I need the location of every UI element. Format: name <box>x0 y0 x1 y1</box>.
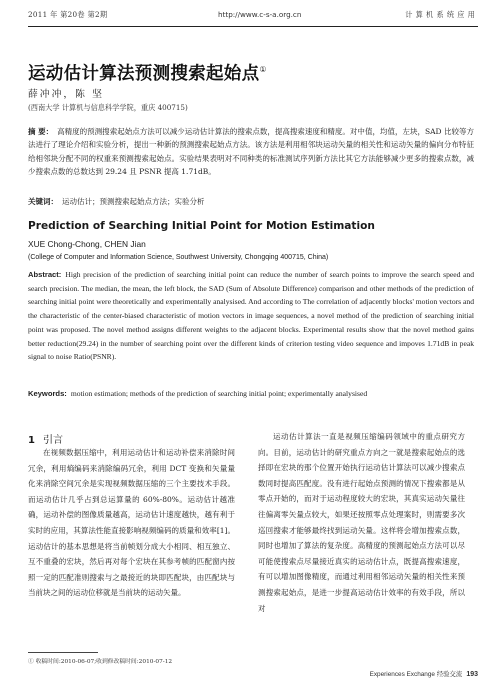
header-rule <box>28 26 478 27</box>
abstract-en-label: Abstract: <box>28 270 62 279</box>
journal-issue: 2011 年 第20卷 第2期 <box>28 10 108 19</box>
keywords-en-label: Keywords: <box>28 389 67 398</box>
keywords-cn-text: 运动估计；预测搜索起始点方法；实验分析 <box>62 197 205 206</box>
affiliation: (西南大学 计算机与信息科学学院，重庆 400715) <box>28 103 188 112</box>
journal-url[interactable]: http://www.c-s-a.org.cn <box>218 10 302 19</box>
keywords-en-text: motion estimation; methods of the prediction of searching initial point; experimentally analysised <box>70 389 368 398</box>
body-paragraph: 运动估计算法一直是视频压缩编码领域中的重点研究方向。目前，运动估计的研究重点方向之一就是搜索起始点的选择即在宏块的那个位置开始执行运动估计算法可以减少搜索点数同时提高匹配度。没有进行起始点预测的情况下搜索都是从零点开始的，而对于运动程度较大的宏块，其真实运动矢量往往偏离零矢量点较大，如果还按照零点处理案时，则需要多次巡回搜索才能够最终找到运动矢量。这样将会增加搜索点数，同时也增加了算法的复杂度。高精度的预测起始点方法可以尽可能使搜索点尽量接近真实的运动估计点，既提高搜索速度，有可以增加图像精度，而通过利用相邻运动矢量的相关性来预测搜索起始点，是进一步提高运动估计效率的有效手段，所以对 <box>258 432 465 613</box>
paper-title-en: Prediction of Searching Initial Point for Motion Estimation <box>28 220 375 232</box>
section-heading <box>28 431 63 446</box>
section-number: 1 <box>28 435 35 446</box>
abstract-cn <box>28 125 474 179</box>
abstract-en-text: High precision of the prediction of searching initial point can reduce the number of search points to improve the search speed and search precision. The median, the mean, the left block, the SAD (Sum of Absolute Difference) comparison and other methods of the prediction of searching initial point were theoretically and experimentally analysised. And according to The correlation of adjacently blocks' motion vectors and the characteristic of the center-biased characteristic of motion vectors in image sequences, a novel method of the prediction of searching initial point was proposed. The novel method assigns different weights to the adjacent blocks. Experimental results show that the novel method gains better reduction(29.24) in the number of searching point over the different kinds of criterion testing video sequence and impoves 1.71dB in peak signal to noise Ratio(PSNR). <box>28 270 474 362</box>
paper-title <box>28 60 267 85</box>
page-footer <box>370 669 478 678</box>
keywords-cn-label: 关键词： <box>28 197 58 206</box>
authors-en: XUE Chong-Chong, CHEN Jian <box>28 239 146 249</box>
journal-name: 计算机系统应用 <box>405 10 478 19</box>
keywords-cn <box>28 196 474 207</box>
body-paragraph: 在视频数据压缩中，利用运动估计和运动补偿来消除时间冗余，利用熵编码来消除编码冗余，利用 DCT 变换和矢量量化来消除空间冗余是实现视频数据压缩的三个主要技术手段。而运动估计几乎占到总运算量的 60%-80%。运动估计越准确，运动补偿的图像质量越高，运动估计速度越快，越有利于实时的应用，其算法性能直接影响视频编码的质量和效率[1]。运动估计的基本思想是将当前帧划分成大小相同、相互独立、互不重叠的宏块，然后再对每个宏块在其参考帧的匹配窗内按照一定的匹配准则搜索与之最接近的块即匹配块，由匹配块与当前块之间的运动位移就是当前块的运动矢量。 <box>28 448 235 598</box>
body-column-right <box>258 429 465 616</box>
paper-title-text: 运动估计算法预测搜索起始点 <box>28 64 260 84</box>
footer-journal: Experiences Exchange 经验交流 <box>369 671 463 678</box>
abstract-cn-text: 高精度的预测搜索起始点方法可以减少运动估计算法的搜索点数，提高搜索速度和精度。对中值，均值，左块，SAD 比较等方法进行了理论介绍和实验分析，提出一种新的预测搜索起始点方法。该方法是利用相邻块运动矢量的相关性和运动矢量的偏向分布特征给相邻块分配不同的权重来预测搜索起始点。实验结果表明对不同种类的标准测试序列新方法比其它方法能够减少更多的搜索点数，减少搜索点数的总数达到 29.24 且 PSNR 提高 1.71dB。 <box>28 127 474 177</box>
page-number: 193 <box>466 671 478 678</box>
authors: 薛冲冲，陈 坚 <box>28 89 104 100</box>
abstract-en <box>28 268 474 364</box>
footnote-rule <box>28 652 98 653</box>
keywords-en <box>28 389 474 398</box>
title-footnote-mark: ① <box>259 65 267 75</box>
section-title: 引言 <box>42 435 63 446</box>
body-column-left <box>28 445 235 601</box>
abstract-cn-label: 摘 要： <box>28 127 54 136</box>
running-header <box>28 10 478 24</box>
affiliation-en: (College of Computer and Information Science, Southwest University, Chongqing 400715, China) <box>28 254 329 261</box>
footnote: ① 收稿时间:2010-06-07;收到修改稿时间:2010-07-12 <box>28 659 173 665</box>
